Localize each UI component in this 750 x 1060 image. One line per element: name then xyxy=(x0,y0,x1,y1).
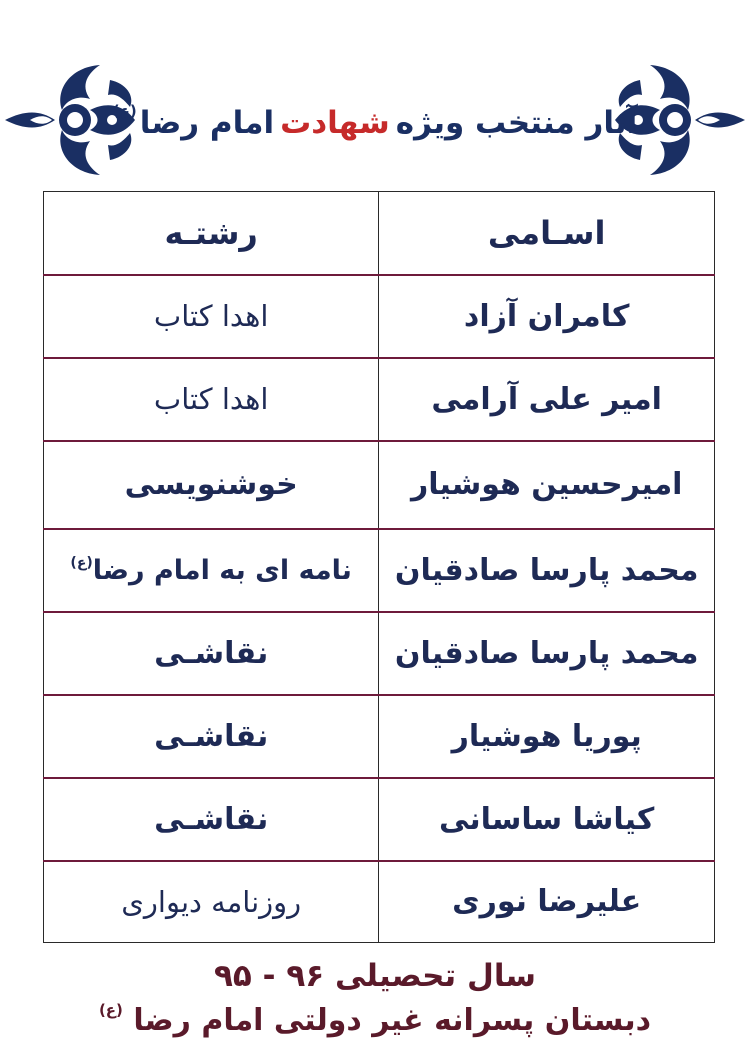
cell-field-text: نامه ای به امام رضا xyxy=(92,554,352,586)
cell-name: کیاشا ساسانی xyxy=(379,778,715,861)
page-title xyxy=(112,93,638,153)
cell-name: امیرحسین هوشیار xyxy=(379,441,715,529)
table-row xyxy=(44,612,715,695)
cell-name: محمد پارسا صادقیان xyxy=(379,612,715,695)
cell-field: اهدا کتاب xyxy=(44,358,379,441)
table-row xyxy=(44,695,715,778)
cell-field: اهدا کتاب xyxy=(44,275,379,358)
title-part1: آثار منتخب ویژه xyxy=(395,105,638,141)
cell-name: محمد پارسا صادقیان xyxy=(379,529,715,612)
cell-field xyxy=(44,529,379,612)
title-sup: (ع) xyxy=(112,102,137,120)
table-row xyxy=(44,861,715,943)
header-names: اسـامی xyxy=(379,192,715,275)
table-row xyxy=(44,441,715,529)
table-header-row xyxy=(44,192,715,275)
footer-school-name-sup: (ع) xyxy=(98,1001,123,1019)
header-field: رشتـه xyxy=(44,192,379,275)
table-row xyxy=(44,529,715,612)
cell-field: نقاشـی xyxy=(44,778,379,861)
cell-name: پوریا هوشیار xyxy=(379,695,715,778)
cell-name: کامران آزاد xyxy=(379,275,715,358)
title-highlight: شهادت xyxy=(280,105,390,141)
cell-name: علیرضا نوری xyxy=(379,861,715,943)
cell-field: نقاشـی xyxy=(44,695,379,778)
cell-name: امیر علی آرامی xyxy=(379,358,715,441)
footer-school-name xyxy=(0,1003,750,1038)
cell-field: خوشنویسی xyxy=(44,441,379,529)
participants-table xyxy=(43,191,715,943)
table-row xyxy=(44,275,715,358)
footer-school-name-text: دبستان پسرانه غیر دولتی امام رضا xyxy=(133,1003,652,1038)
title-part2: امام رضا xyxy=(139,105,275,141)
footer-school-year: سال تحصیلی ۹۶ - ۹۵ xyxy=(214,958,536,994)
cell-field-sup: (ع) xyxy=(70,554,93,571)
cell-field: نقاشـی xyxy=(44,612,379,695)
cell-field: روزنامه دیواری xyxy=(44,861,379,943)
header xyxy=(0,55,750,190)
table-row xyxy=(44,778,715,861)
table-row xyxy=(44,358,715,441)
